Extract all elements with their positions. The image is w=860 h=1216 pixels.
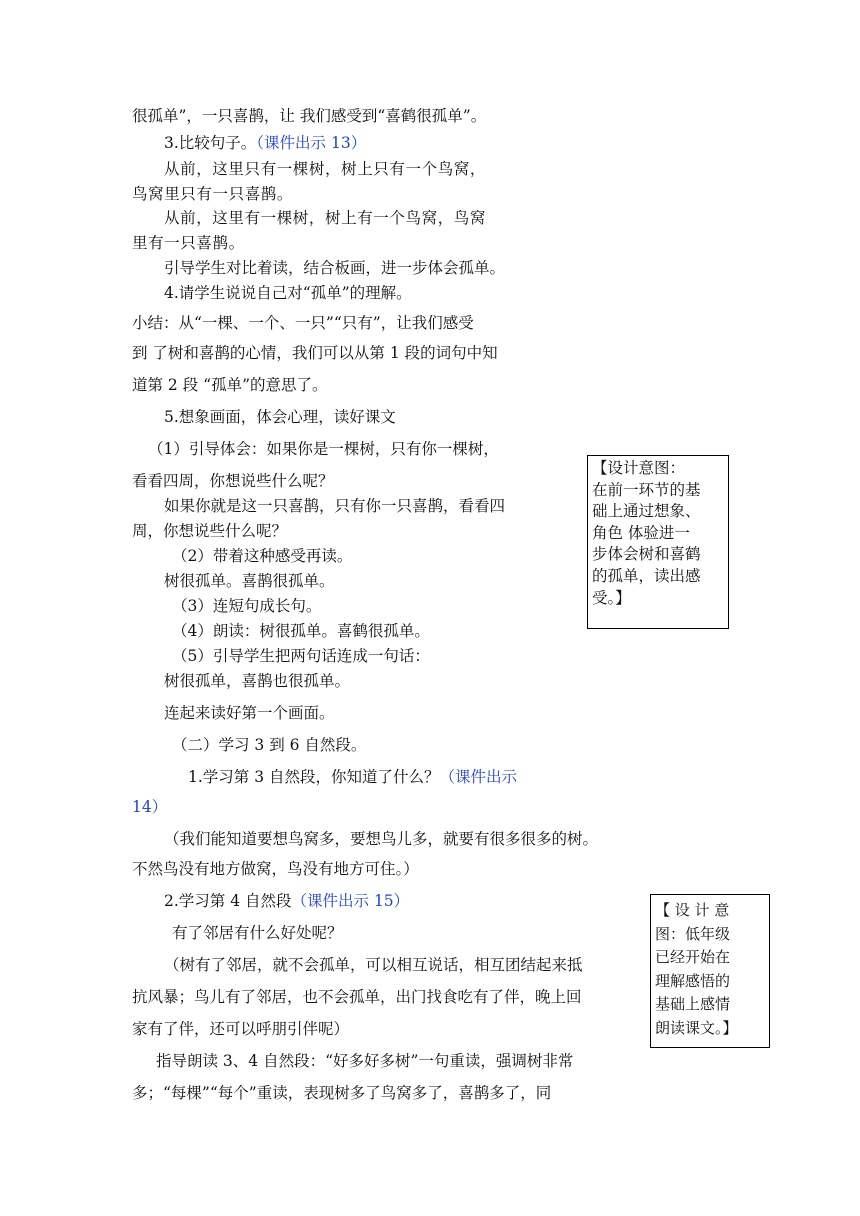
courseware-note: （课件出示 13） xyxy=(256,134,367,152)
text-line: 从前，这里只有一棵树，树上只有一个鸟窝， xyxy=(164,160,487,178)
text-line: （树有了邻居，就不会孤单，可以相互说话，相互团结起来抵 xyxy=(164,956,583,974)
text-line: （2）带着这种感受再读。 xyxy=(172,547,353,565)
text-line-body: 3.比较句子。 xyxy=(164,134,257,152)
text-line: 周，你想说些什么呢？ xyxy=(132,522,288,540)
text-line: 如果你就是这一只喜鹊，只有你一只喜鹊，看看四 xyxy=(164,497,506,515)
text-line: 4.请学生说说自己对“孤单”的理解。 xyxy=(164,284,412,302)
courseware-note: 14） xyxy=(132,798,168,816)
design-intent-line: 基础上感情 xyxy=(655,995,731,1014)
design-intent-line: 朗读课文。】 xyxy=(655,1018,738,1037)
text-line: 不然鸟没有地方做窝，鸟没有地方可住。） xyxy=(132,860,419,878)
text-line: 从前，这里有一棵树，树上有一个鸟窝，鸟窝 xyxy=(164,209,487,227)
design-intent-line: 【设计意图： xyxy=(592,459,686,477)
text-line: 小结：从“一棵、一个、一只”“只有”，让我们感受 xyxy=(132,314,474,332)
text-line: 抗风暴；鸟儿有了邻居，也不会孤单，出门找食吃有了伴，晚上回 xyxy=(132,988,582,1006)
design-intent-line: 础上通过想象、 xyxy=(592,502,701,521)
design-intent-line: 理解感悟的 xyxy=(655,971,731,990)
text-line: （1）引导体会：如果你是一棵树，只有你一棵树， xyxy=(148,440,499,458)
design-intent-line: 图：低年级 xyxy=(655,924,731,943)
courseware-note: （课件出示 15） xyxy=(291,892,410,910)
text-line: （5）引导学生把两句话连成一句话： xyxy=(172,647,430,665)
design-intent-line: 【 设 计 意 xyxy=(655,901,730,919)
text-line xyxy=(188,767,517,787)
text-line: （我们能知道要想鸟窝多，要想鸟儿多，就要有很多很多的树。 xyxy=(164,830,599,848)
design-intent-line: 的孤单，读出感 xyxy=(592,566,701,585)
text-line: 多；“每棵”“每个”重读，表现树多了鸟窝多了，喜鹊多了，同 xyxy=(132,1084,552,1102)
text-line: 连起来读好第一个画面。 xyxy=(164,704,335,722)
courseware-note: （课件出示 xyxy=(439,768,518,786)
design-intent-box xyxy=(650,894,770,1048)
text-line-body: 2.学习第 4 自然段 xyxy=(164,892,292,910)
text-line-body: 1.学习第 3 自然段，你知道了什么？ xyxy=(188,768,440,786)
design-intent-line: 角色 体验进一 xyxy=(592,523,690,542)
text-line: 里有一只喜鹊。 xyxy=(132,234,245,252)
text-line: 很孤单”，一只喜鹊，让 我们感受到“喜鹤很孤单”。 xyxy=(132,107,487,125)
text-line: 5.想象画面，体会心理，读好课文 xyxy=(164,408,396,426)
text-line: 引导学生对比着读，结合板画，进一步体会孤单。 xyxy=(164,259,506,277)
design-intent-line: 在前一环节的基 xyxy=(592,480,701,499)
text-line xyxy=(164,891,409,911)
design-intent-line: 步体会树和喜鹤 xyxy=(592,545,701,564)
text-line: 道第 2 段 “孤单”的意思了。 xyxy=(132,376,328,394)
text-line: 树很孤单。喜鹊很孤单。 xyxy=(164,572,335,590)
text-line: （4）朗读：树很孤单。喜鹤很孤单。 xyxy=(172,622,430,640)
design-intent-line: 受。】 xyxy=(592,588,631,607)
text-line: 家有了伴，还可以呼朋引伴呢） xyxy=(132,1020,350,1038)
text-line xyxy=(164,133,366,153)
text-line: 到 了树和喜鹊的心情，我们可以从第 1 段的词句中知 xyxy=(132,344,498,362)
text-line: 鸟窝里只有一只喜鹊。 xyxy=(132,185,294,203)
design-intent-line: 已经开始在 xyxy=(655,948,731,967)
text-line: 看看四周，你想说些什么呢？ xyxy=(132,472,334,490)
text-line: （二）学习 3 到 6 自然段。 xyxy=(172,736,367,754)
text-line: 有了邻居有什么好处呢？ xyxy=(172,924,343,942)
text-line: 树很孤单，喜鹊也很孤单。 xyxy=(164,672,351,690)
design-intent-box xyxy=(587,455,729,629)
text-line: 指导朗读 3、4 自然段：“好多好多树”一句重读，强调树非常 xyxy=(156,1052,574,1070)
text-line: （3）连短句成长句。 xyxy=(172,597,322,615)
